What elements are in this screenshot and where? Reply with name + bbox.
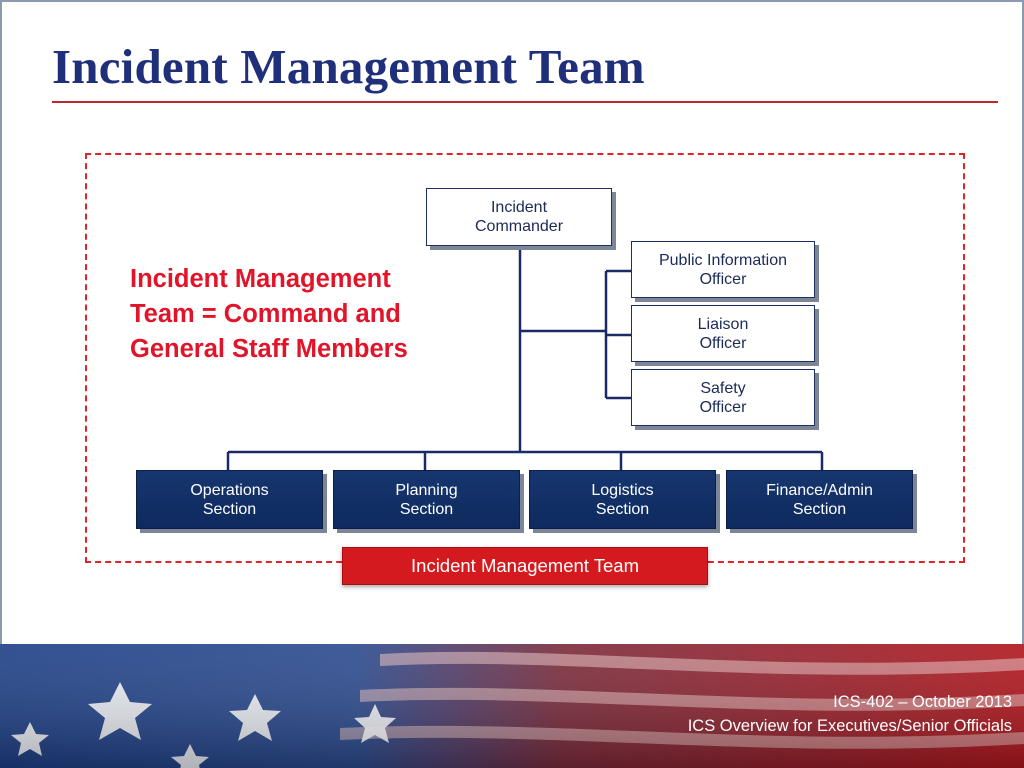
incident-management-team-label: Incident Management Team [342,547,708,585]
footer-course-title: ICS Overview for Executives/Senior Officials [687,717,1012,735]
operations-line-2: Section [202,500,257,518]
planning-line-2: Section [399,500,454,518]
operations-line-1: Operations [190,481,269,499]
liaison-line-2: Officer [699,334,747,352]
pio-line-1: Public Information [658,251,788,269]
safety-line-2: Officer [699,398,747,416]
slide-title: Incident Management Team [52,39,645,94]
planning-section-box [333,470,520,529]
footer-text [688,690,1012,738]
liaison-officer-box [631,305,815,362]
logistics-line-1: Logistics [591,481,654,499]
public-information-officer-box [631,241,815,298]
commander-line-2: Commander [474,218,564,235]
safety-line-1: Safety [700,379,746,397]
planning-line-1: Planning [395,481,458,499]
incident-commander-box [426,188,612,246]
liaison-line-1: Liaison [697,315,749,333]
callout-line-1: Incident Management [130,265,391,293]
footer-course-date: ICS-402 – October 2013 [833,693,1012,711]
commander-line-1: Incident [490,199,548,216]
callout-line-3: General Staff Members [130,335,408,363]
finance-line-2: Section [792,500,847,518]
callout-line-2: Team = Command and [130,300,401,328]
logistics-section-box [529,470,716,529]
finance-line-1: Finance/Admin [766,481,873,499]
operations-section-box [136,470,323,529]
finance-admin-section-box [726,470,913,529]
safety-officer-box [631,369,815,426]
pio-line-2: Officer [699,270,747,288]
logistics-line-2: Section [595,500,650,518]
